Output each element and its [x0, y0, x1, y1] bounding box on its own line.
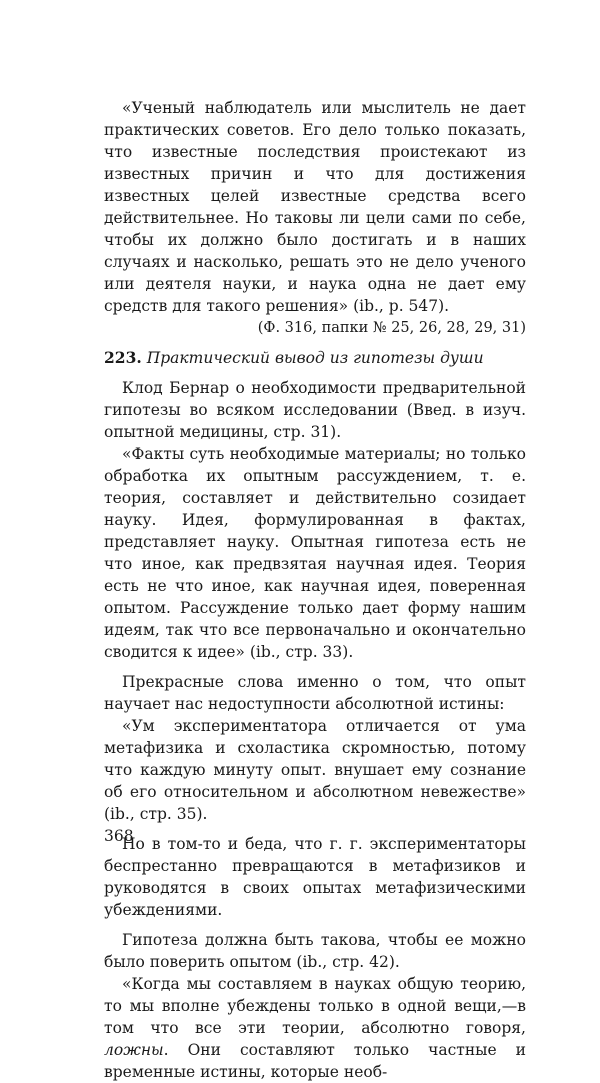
section-heading: [104, 347, 526, 369]
section-title: Практический вывод из гипотезы души: [146, 349, 484, 367]
page-number: 368: [104, 827, 134, 845]
paragraph-text: «Когда мы составляем в науках общую теорию, то мы вполне убеждены только в одной вещи,—в том что все эти теории, абсолютно говоря,: [104, 975, 526, 1037]
paragraph: Клод Бернар о необходимости предварительной гипотезы во всяком исследовании (Введ. в изуч. опытной медицины, стр. 31).: [104, 379, 526, 441]
paragraph: Но в том-то и беда, что г. г. экспериментаторы беспрестанно превращаются в метафизиков и руководятся в своих опытах метафизическими убеждениями.: [104, 835, 526, 919]
paragraph-text: . Они составляют только частные и временные истины, которые необ-: [104, 1041, 526, 1081]
paragraph: Прекрасные слова именно о том, что опыт научает нас недоступности абсолютной истины:: [104, 673, 526, 713]
page-body: [104, 97, 526, 1083]
quote-paragraph: «Ученый наблюдатель или мыслитель не дает практических советов. Его дело только показать, что известные последствия проистекают из известных причин и что для достижения известных целей известные средства всего действительнее. Но таковы ли цели сами по себе, чтобы их должно было достигать и в наших случаях и насколько, решать это не дело ученого или деятеля науки, и наука одна не дает ему средств для такого решения» (ib., p. 547).: [104, 99, 526, 315]
archive-source-note: (Ф. 316, папки № 25, 26, 28, 29, 31): [257, 320, 526, 336]
section-number: 223.: [104, 348, 142, 367]
paragraph: «Факты суть необходимые материалы; но только обработка их опытным рассуждением, т. е. теория, составляет и действительно созидает науку. Идея, формулированная в фактах, представляет науку. Опытная гипотеза есть не что иное, как предвзятая научная идея. Теория есть не что иное, как научная идея, поверенная опытом. Рассуждение только дает форму нашим идеям, так что все первоначально и окончательно сводится к идее» (ib., стр. 33).: [104, 445, 526, 661]
paragraph: Гипотеза должна быть такова, чтобы ее можно было поверить опытом (ib., стр. 42).: [104, 931, 526, 971]
emphasized-word: ложны: [104, 1041, 164, 1059]
paragraph-continued: [104, 973, 526, 1083]
paragraph: «Ум экспериментатора отличается от ума метафизика и схоластика скромностью, потому что каждую минуту опыт. внушает ему сознание об его относительном и абсолютном невежестве» (ib., стр. 35).: [104, 717, 526, 823]
